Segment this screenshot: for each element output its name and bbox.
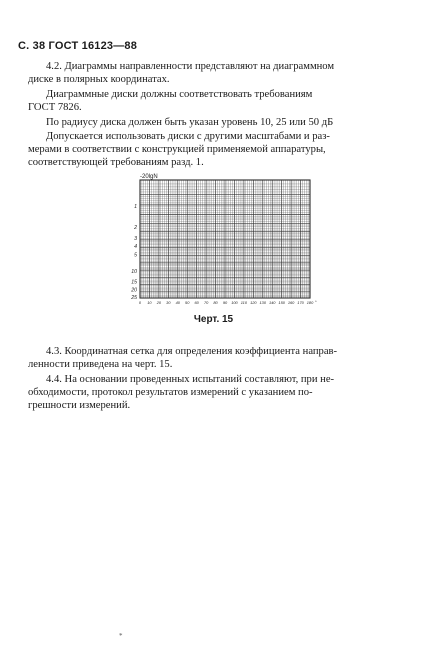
y-tick-label: 20 [131, 287, 137, 294]
text-line: 4.4. На основании проведенных испытаний составляют, при не- [46, 374, 335, 385]
paragraph-other-disks [28, 130, 400, 169]
x-tick-label: 140 [268, 300, 276, 305]
paragraph-4-3 [28, 345, 400, 371]
page-header: С. 38 ГОСТ 16123—88 [18, 40, 138, 52]
x-tick-label: 0 [138, 300, 142, 305]
text-line: ленности приведена на черт. 15. [28, 359, 173, 370]
coordinate-grid-figure [118, 170, 318, 335]
text-line: 4.2. Диаграммы направленности представляют на диаграммном [46, 61, 335, 72]
text-line: По радиусу диска должен быть указан уровень 10, 25 или 50 дБ [46, 117, 334, 128]
y-tick-label: 1 [134, 203, 137, 210]
x-tick-label: 80 [213, 300, 218, 305]
text-line: соответствующей требованиям разд. 1. [28, 157, 204, 168]
y-tick-label: 4 [134, 244, 137, 251]
figure-caption: Черт. 15 [193, 314, 234, 325]
grid-lines [140, 180, 310, 298]
y-tick-label: 2 [134, 225, 137, 232]
x-tick-label: 20 [156, 300, 162, 305]
x-tick-label: 10 [147, 300, 152, 305]
x-tick-label: 150 [278, 300, 285, 305]
x-tick-label: 30 [166, 300, 171, 305]
text-line: диске в полярных координатах. [28, 74, 170, 85]
x-tick-label: 90 [222, 300, 228, 305]
text-line: Диаграммные диски должны соответствовать требованиям [46, 89, 313, 100]
paragraph-4-4 [28, 373, 400, 412]
text-line: Допускается использовать диски с другими масштабами и раз- [46, 131, 330, 142]
y-tick-label: 10 [131, 268, 137, 275]
y-tick-label: 25 [131, 294, 137, 301]
y-axis-title: -20lgN [140, 174, 158, 180]
y-tick-label: 5 [134, 252, 137, 259]
paragraph-radius-level [28, 116, 400, 129]
x-tick-label: 120 [250, 300, 257, 305]
x-tick-label: 180 [306, 300, 314, 305]
y-tick-label: 15 [131, 279, 137, 286]
text-line: грешности измерений. [28, 400, 131, 411]
x-tick-label: 160 [287, 300, 295, 305]
x-tick-labels [139, 300, 317, 305]
text-line: ГОСТ 7826. [28, 102, 82, 113]
y-tick-label: 3 [134, 235, 137, 242]
text-line: мерами в соответствии с конструкцией применяемой аппаратуры, [28, 144, 326, 155]
x-tick-label: 50 [185, 300, 190, 305]
x-tick-label: 170 [297, 300, 304, 305]
x-tick-label: 100 [231, 300, 238, 305]
x-tick-label: 40 [175, 300, 180, 305]
text-line: 4.3. Координатная сетка для определения коэффициента направ- [46, 346, 338, 357]
text-line: обходимости, протокол результатов измерений с указанием по- [28, 387, 313, 398]
x-tick-label: 130 [259, 300, 267, 305]
x-tick-label: 70 [203, 300, 209, 305]
paragraph-4-2 [28, 60, 400, 86]
paragraph-disk-requirements [28, 88, 400, 114]
x-tick-label: 60 [194, 300, 199, 305]
x-axis-unit: ° [315, 300, 317, 305]
footer-mark: * [119, 632, 123, 640]
y-tick-labels [130, 204, 137, 301]
x-tick-label: 110 [240, 300, 247, 305]
